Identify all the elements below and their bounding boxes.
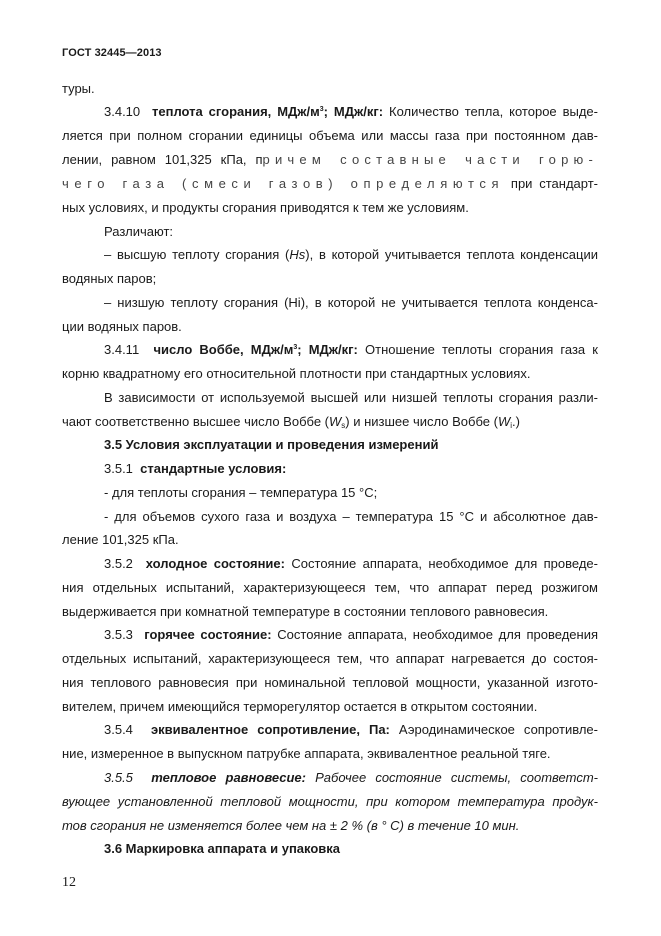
text-line: ление 101,325 кПа. xyxy=(62,532,179,547)
term-3-5-1: 3.5.1 стандартные условия: xyxy=(104,461,287,476)
term-title: эквивалентное сопротивление, Па: xyxy=(150,722,390,737)
text-line: туры. xyxy=(62,81,95,96)
text-line: ния отдельных испытаний, характеризующееся тем, что аппарат перед розжигом xyxy=(62,580,598,595)
section-heading-3-5: 3.5 Условия эксплуатации и проведения измерений xyxy=(104,437,439,452)
text-line: ние, измеренное в выпускном патрубке аппарата, эквивалентное реальной тяге. xyxy=(62,746,551,761)
term-title: горячее состояние: xyxy=(144,627,272,642)
text-line: чего газа (смеси газов) определяются при стандарт- xyxy=(62,176,598,191)
spaced-text: чего газа (смеси газов) определяются xyxy=(62,176,505,191)
term-3-4-11: 3.4.11 число Воббе, МДж/$м^3$; МДж/кг: Отношение теплоты сгорания газа к xyxy=(104,342,598,357)
term-3-4-10: 3.4.10 теплота сгорания, МДж/$м^3$; МДж/кг: Количество тепла, которое выде- xyxy=(104,104,598,119)
text-line: вующее установленной тепловой мощности, при котором температура продук- xyxy=(62,794,598,809)
text-line: – низшую теплоту сгорания (Hi), в которой не учитывается теплота конденса- xyxy=(104,295,598,310)
text-line: ляется при полном сгорании единицы объема или массы газа при постоянном дав- xyxy=(62,128,598,143)
term-3-5-4: 3.5.4 эквивалентное сопротивление, Па: Аэродинамическое сопротивле- xyxy=(104,722,598,737)
document-header: ГОСТ 32445—2013 xyxy=(62,47,162,59)
text-line: - для теплоты сгорания – температура 15 °С; xyxy=(104,485,378,500)
text-line: тов сгорания не изменяется более чем на ± 2 % (в ° С) в течение 10 мин. xyxy=(62,818,520,833)
text-line: В зависимости от используемой высшей или низшей теплоты сгорания разли- xyxy=(104,390,598,405)
spaced-text: ричем составные части горю- xyxy=(262,152,598,167)
term-title: холодное состояние: xyxy=(145,556,285,571)
term-3-5-3: 3.5.3 горячее состояние: Состояние аппарата, необходимое для проведения xyxy=(104,627,599,642)
text-line: – высшую теплоту сгорания (Hs), в которой учитывается теплота конденсации xyxy=(104,247,599,262)
text-line: водяных паров; xyxy=(62,271,157,286)
text-line: выдерживается при комнатной температуре в состоянии теплового равновесия. xyxy=(62,604,549,619)
text-line: ции водяных паров. xyxy=(62,319,182,334)
term-3-5-2: 3.5.2 холодное состояние: Состояние аппарата, необходимое для проведе- xyxy=(104,556,598,571)
text-line: корню квадратному его относительной плотности при стандартных условиях. xyxy=(62,366,531,381)
text-line: ния теплового равновесия при номинальной тепловой мощности, указанной изгото- xyxy=(62,675,598,690)
text-line: Различают: xyxy=(104,224,174,239)
term-title: стандартные условия: xyxy=(140,461,287,476)
term-3-5-5: 3.5.5 тепловое равновесие: Рабочее состояние системы, соответст- xyxy=(104,770,598,785)
section-heading-3-6: 3.6 Маркировка аппарата и упаковка xyxy=(104,841,341,856)
text-line: лении, равном 101,325 кПа, причем составные части горю- xyxy=(62,152,598,167)
text-line: отдельных испытаний, характеризующееся тем, что аппарат нагревается до состоя- xyxy=(62,651,598,666)
term-title: тепловое равновесие: xyxy=(151,770,306,785)
text-line: - для объемов сухого газа и воздуха – температура 15 °С и абсолютное дав- xyxy=(104,509,598,524)
term-title: теплота сгорания, МДж/$м^3$; МДж/кг: xyxy=(152,104,384,119)
text-line: вителем, причем имеющийся терморегулятор остается в открытом состоянии. xyxy=(62,699,538,714)
text-line: чают соответственно высшее число Воббе $(W_s)$ и низшее число Воббе $(W_i.)$ xyxy=(62,414,520,430)
text-line: ных условиях, и продукты сгорания приводятся к тем же условиям. xyxy=(62,200,469,215)
term-title: число Воббе, МДж/$м^3$; МДж/кг: xyxy=(153,342,358,357)
page-number: 12 xyxy=(62,875,76,890)
